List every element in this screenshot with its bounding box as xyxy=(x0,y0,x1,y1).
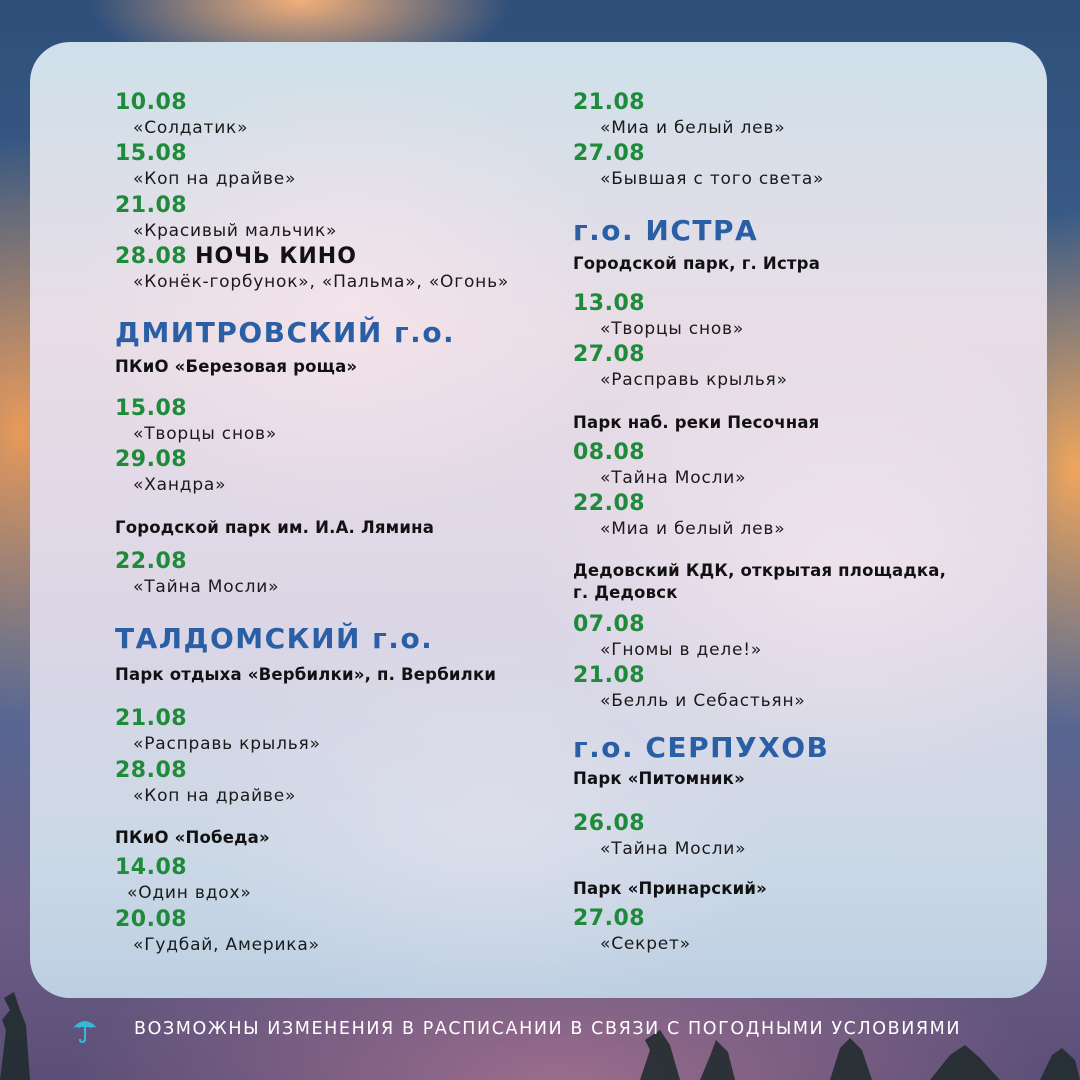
film-title: «Расправь крылья» xyxy=(600,370,788,390)
umbrella-icon xyxy=(72,1016,98,1044)
film-title: «Творцы снов» xyxy=(133,424,278,444)
event-date: 15.08 xyxy=(115,141,188,166)
event-date: 21.08 xyxy=(573,663,646,688)
venue-name-line2: г. Дедовск xyxy=(573,583,678,602)
weather-disclaimer: ВОЗМОЖНЫ ИЗМЕНЕНИЯ В РАСПИСАНИИ В СВЯЗИ С ПОГОДНЫМИ УСЛОВИЯМИ xyxy=(134,1019,962,1039)
film-title: «Творцы снов» xyxy=(600,319,745,339)
film-title: «Конёк-горбунок», «Пальма», «Огонь» xyxy=(133,272,510,292)
venue-name: Парк «Принарский» xyxy=(573,879,768,898)
event-date-row xyxy=(115,244,357,269)
event-date: 21.08 xyxy=(115,193,188,218)
film-title: «Бывшая с того света» xyxy=(600,169,825,189)
event-date: 14.08 xyxy=(115,855,188,880)
film-title: «Расправь крылья» xyxy=(133,734,321,754)
film-title: «Красивый мальчик» xyxy=(133,221,338,241)
event-date: 29.08 xyxy=(115,447,188,472)
venue-name: Парк «Питомник» xyxy=(573,769,745,788)
film-title: «Хандра» xyxy=(133,475,227,495)
venue-name: Городской парк, г. Истра xyxy=(573,254,821,273)
film-title: «Тайна Мосли» xyxy=(600,468,747,488)
region-heading: г.о. СЕРПУХОВ xyxy=(573,731,830,764)
event-date: 15.08 xyxy=(115,396,188,421)
region-heading: ТАЛДОМСКИЙ г.о. xyxy=(115,622,434,655)
venue-name: ПКиО «Березовая роща» xyxy=(115,357,358,376)
tree-silhouettes xyxy=(0,880,1080,1080)
venue-name: ПКиО «Победа» xyxy=(115,828,270,847)
movie-night-label: НОЧЬ КИНО xyxy=(195,244,357,269)
film-title: «Гномы в деле!» xyxy=(600,640,763,660)
event-date: 27.08 xyxy=(573,342,646,367)
event-date: 26.08 xyxy=(573,811,646,836)
film-title: «Гудбай, Америка» xyxy=(133,935,320,955)
event-date: 28.08 xyxy=(115,758,188,783)
film-title: «Белль и Себастьян» xyxy=(600,691,806,711)
event-date: 22.08 xyxy=(115,549,188,574)
film-title: «Секрет» xyxy=(600,934,691,954)
venue-name: Парк наб. реки Песочная xyxy=(573,413,820,432)
event-date: 22.08 xyxy=(573,491,646,516)
film-title: «Солдатик» xyxy=(133,118,249,138)
film-title: «Тайна Мосли» xyxy=(133,577,280,597)
venue-name: Дедовский КДК, открытая площадка, xyxy=(573,561,947,580)
event-date: 13.08 xyxy=(573,291,646,316)
film-title: «Один вдох» xyxy=(127,883,252,903)
film-title: «Миа и белый лев» xyxy=(600,118,786,138)
venue-name: Парк отдыха «Вербилки», п. Вербилки xyxy=(115,665,497,684)
event-date: 07.08 xyxy=(573,612,646,637)
film-title: «Коп на драйве» xyxy=(133,786,297,806)
venue-name: Городской парк им. И.А. Лямина xyxy=(115,518,435,537)
schedule-panel xyxy=(30,42,1047,998)
event-date: 21.08 xyxy=(573,90,646,115)
film-title: «Миа и белый лев» xyxy=(600,519,786,539)
event-date: 08.08 xyxy=(573,440,646,465)
event-date: 27.08 xyxy=(573,906,646,931)
region-heading: г.о. ИСТРА xyxy=(573,214,759,247)
film-title: «Коп на драйве» xyxy=(133,169,297,189)
event-date: 27.08 xyxy=(573,141,646,166)
event-date: 21.08 xyxy=(115,706,188,731)
film-title: «Тайна Мосли» xyxy=(600,839,747,859)
region-heading: ДМИТРОВСКИЙ г.о. xyxy=(115,316,456,349)
event-date: 28.08 xyxy=(115,244,188,269)
event-date: 20.08 xyxy=(115,907,188,932)
event-date: 10.08 xyxy=(115,90,188,115)
